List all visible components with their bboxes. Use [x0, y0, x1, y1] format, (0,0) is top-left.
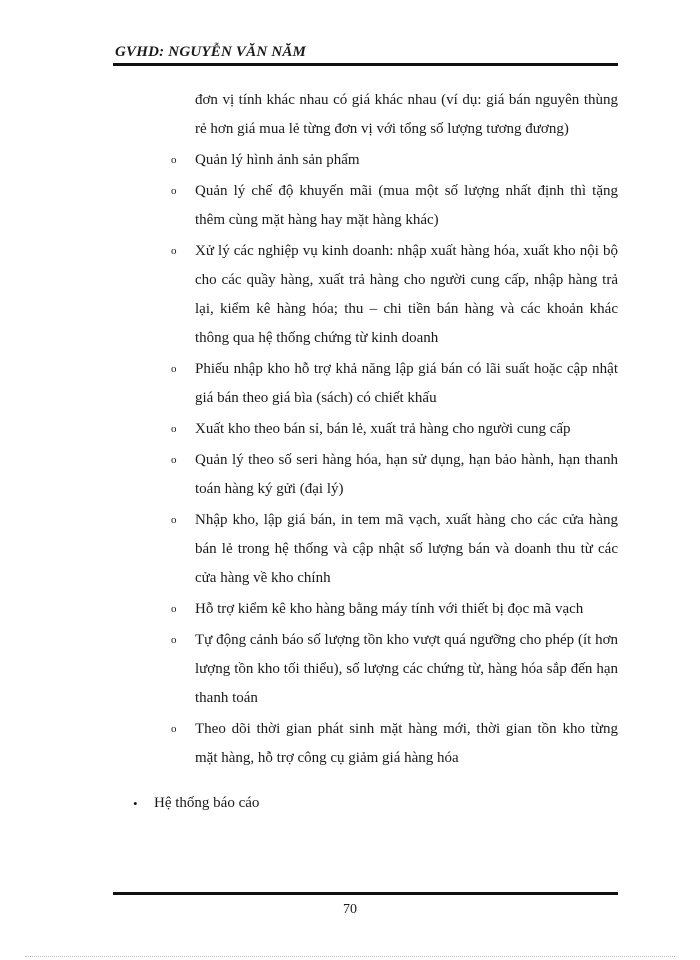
circle-bullet-icon: o [171, 454, 177, 466]
circle-bullet-icon: o [171, 185, 177, 197]
page-body [113, 86, 618, 818]
circle-bullet-icon: o [171, 423, 177, 435]
list-item [113, 595, 618, 624]
list-item-text: Quản lý hình ảnh sản phẩm [195, 152, 360, 168]
list-item [113, 177, 618, 235]
list-item-text: Quản lý chế độ khuyến mãi (mua một số lượng nhất định thì tặng thêm cùng mặt hàng hay mặt hàng khác) [195, 183, 618, 228]
circle-bullet-icon: o [171, 363, 177, 375]
list-item-text: Theo dõi thời gian phát sinh mặt hàng mới, thời gian tồn kho từng mặt hàng, hỗ trợ công cụ giảm giá hàng hóa [195, 721, 618, 766]
list-item [113, 506, 618, 593]
circle-bullet-icon: o [171, 514, 177, 526]
continuation-paragraph: đơn vị tính khác nhau có giá khác nhau (ví dụ: giá bán nguyên thùng rẻ hơn giá mua lẻ từng đơn vị với tổng số lượng tương đương) [195, 92, 618, 137]
list-item-text: Quản lý theo số seri hàng hóa, hạn sử dụng, hạn bảo hành, hạn thanh toán hàng ký gửi (đại lý) [195, 452, 618, 497]
main-list-item [113, 789, 618, 818]
circle-bullet-icon: o [171, 634, 177, 646]
list-item-text: Hỗ trợ kiểm kê kho hàng bằng máy tính với thiết bị đọc mã vạch [195, 601, 584, 617]
bullet-icon: • [133, 796, 138, 811]
page-edge-divider [25, 956, 675, 957]
circle-bullet-icon: o [171, 603, 177, 615]
list-item-text: Xử lý các nghiệp vụ kinh doanh: nhập xuất hàng hóa, xuất kho nội bộ cho các quầy hàng, xuất trả hàng cho người cung cấp, nhập hàng trả lại, kiểm kê hàng hóa; thu – chi tiền bán hàng và các khoản khác thông qua hệ thống chứng từ kinh doanh [195, 243, 618, 346]
header-rule [113, 63, 618, 66]
circle-bullet-icon: o [171, 245, 177, 257]
list-item [113, 355, 618, 413]
circle-bullet-icon: o [171, 154, 177, 166]
list-item [113, 146, 618, 175]
header-title: GVHD: NGUYỄN VĂN NĂM [115, 44, 307, 60]
list-item-text: Tự động cảnh báo số lượng tồn kho vượt quá ngưỡng cho phép (ít hơn lượng tồn kho tối thiểu), số lượng các chứng từ, hàng hóa sắp đến hạn thanh toán [195, 632, 618, 706]
circle-bullet-icon: o [171, 723, 177, 735]
main-list-item-text: Hệ thống báo cáo [154, 795, 260, 811]
list-item [113, 237, 618, 353]
list-item [113, 715, 618, 773]
list-item [113, 626, 618, 713]
list-item [113, 446, 618, 504]
footer-rule [113, 892, 618, 895]
list-item-text: Nhập kho, lập giá bán, in tem mã vạch, xuất hàng cho các cửa hàng bán lẻ trong hệ thống và cập nhật số lượng bán và doanh thu từ các cửa hàng về kho chính [195, 512, 618, 586]
list-item-text: Xuất kho theo bán sỉ, bán lẻ, xuất trả hàng cho người cung cấp [195, 421, 571, 437]
list-item [113, 415, 618, 444]
page-number: 70 [343, 902, 357, 917]
list-item-text: Phiếu nhập kho hỗ trợ khả năng lập giá bán có lãi suất hoặc cập nhật giá bán theo giá bìa (sách) có chiết khấu [195, 361, 618, 406]
